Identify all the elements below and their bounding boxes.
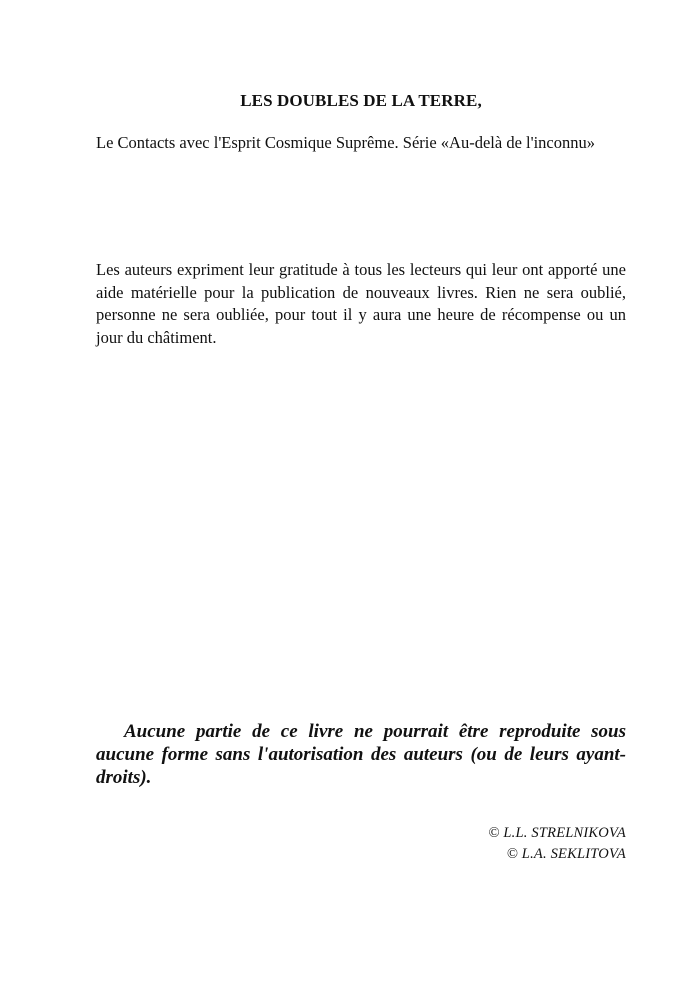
copyright-line: © L.L. STRELNIKOVA [488,825,626,841]
copyright-notice: Aucune partie de ce livre ne pourrait être reproduite sous aucune forme sans l'autorisation des auteurs (ou de leurs ayant-droits). [96,721,626,788]
gratitude-paragraph: Les auteurs expriment leur gratitude à tous les lecteurs qui leur ont apporté une aide matérielle pour la publication de nouveaux livres. Rien ne sera oublié, personne ne sera oubliée, pour tout il y aura une heure de récompense ou un jour du châtiment. [96,260,626,347]
page-title: LES DOUBLES DE LA TERRE, [240,91,482,110]
copyright-block [488,823,626,865]
series-subtitle: Le Contacts avec l'Esprit Cosmique Suprême. Série «Au-delà de l'inconnu» [96,133,595,152]
copyright-line: © L.A. SEKLITOVA [506,846,626,862]
